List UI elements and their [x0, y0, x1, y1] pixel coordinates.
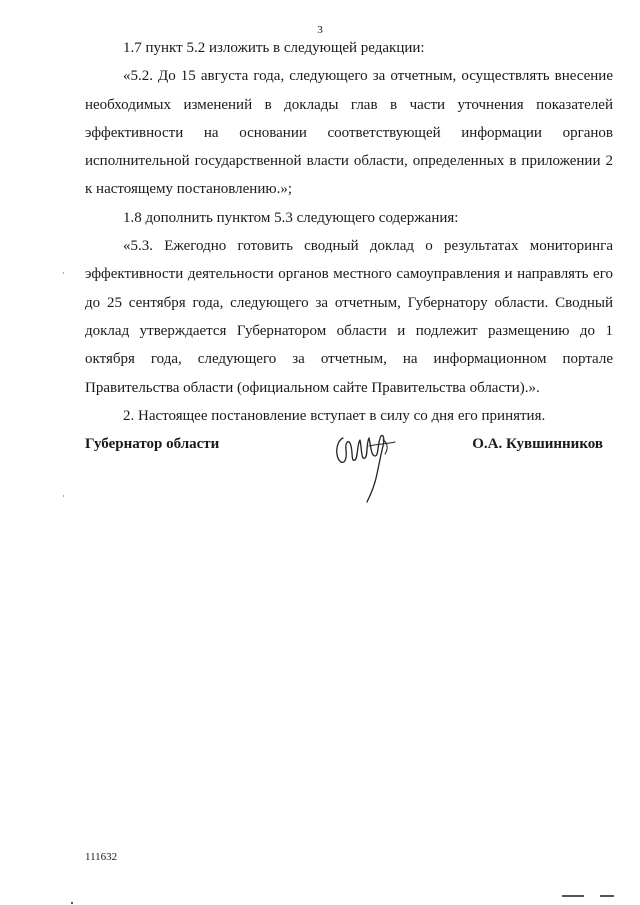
- handwritten-signature: [333, 424, 403, 504]
- scan-mark: [63, 495, 64, 497]
- text-line: необходимых изменений в доклады глав в части уточнения показателей: [85, 96, 613, 113]
- clause-1-7: 1.7 пункт 5.2 изложить в следующей редакции:: [123, 40, 425, 56]
- text-line: доклад утверждается Губернатором области и подлежит размещению до 1: [85, 322, 613, 339]
- document-body: [85, 34, 613, 430]
- text-line: «5.2. До 15 августа года, следующего за отчетным, осуществлять внесение: [123, 68, 613, 85]
- text-line: эффективности на основании соответствующей информации органов: [85, 124, 613, 141]
- signatory-name: О.А. Кувшинников: [472, 436, 603, 452]
- scan-mark: [600, 895, 614, 897]
- clause-5-3-text: [85, 232, 613, 402]
- page-number: 3: [317, 24, 323, 36]
- scan-mark: [562, 895, 584, 897]
- clause-5-2-text: [85, 62, 613, 203]
- clause-1-8: 1.8 дополнить пунктом 5.3 следующего содержания:: [123, 209, 459, 226]
- text-line: «5.3. Ежегодно готовить сводный доклад о результатах мониторинга: [123, 238, 613, 255]
- text-line: эффективности деятельности органов местного самоуправления и направлять его: [85, 266, 613, 283]
- document-code: 111632: [85, 851, 118, 863]
- text-line: Правительства области (официальном сайте Правительства области).».: [85, 379, 540, 396]
- scan-mark: [63, 272, 64, 274]
- text-line: до 25 сентября года, следующего за отчетным, Губернатору области. Сводный: [85, 294, 613, 311]
- signatory-role: Губернатор области: [85, 436, 220, 452]
- text-line: исполнительной государственной власти области, определенных в приложении 2: [85, 153, 613, 170]
- clause-2: 2. Настоящее постановление вступает в силу со дня его принятия.: [123, 407, 546, 424]
- text-line: октября года, следующего за отчетным, на информационном портале: [85, 351, 613, 368]
- scan-mark: [71, 902, 73, 904]
- text-line: к настоящему постановлению.»;: [85, 181, 292, 198]
